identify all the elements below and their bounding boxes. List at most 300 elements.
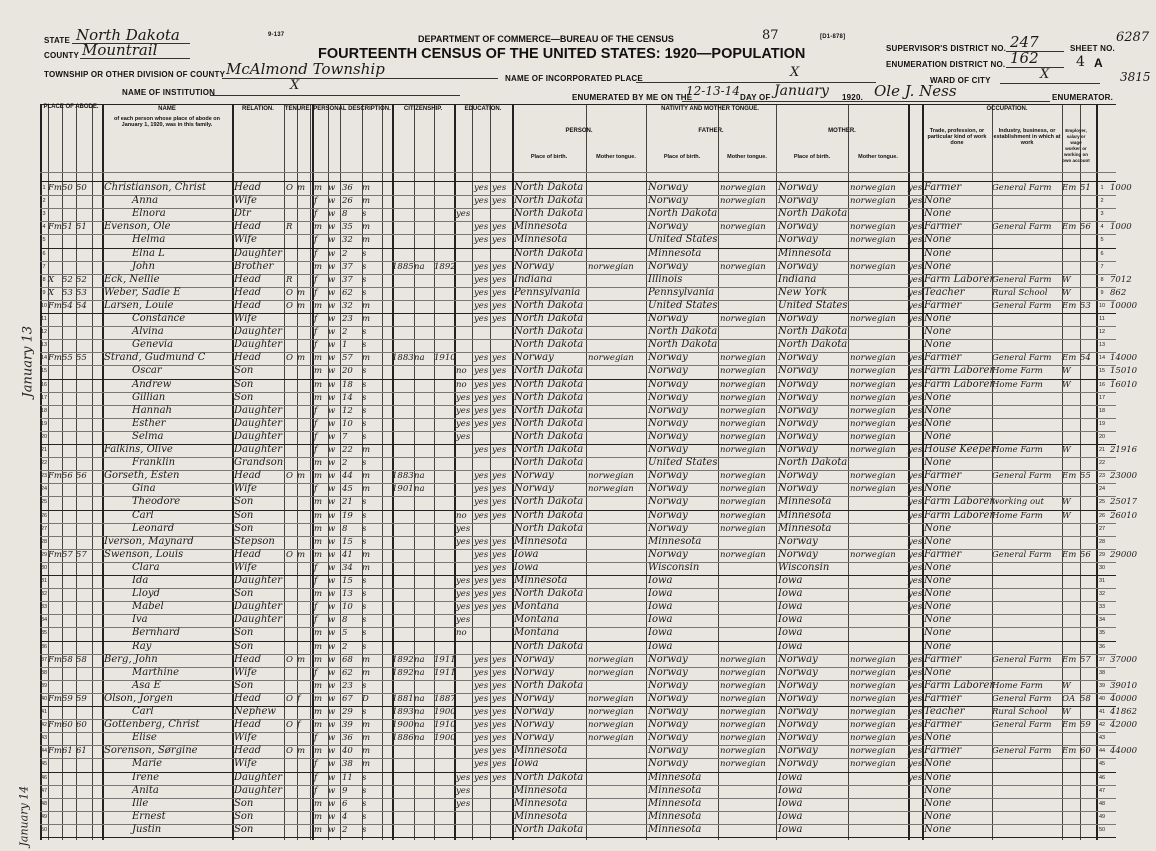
cell-sch: yes [456,576,471,586]
cell-rel: Wife [234,313,257,324]
cell-nat: na [414,484,425,495]
cell-race: w [328,641,336,652]
cell-rel: Wife [234,758,257,770]
cell-ind: General Farm [992,274,1052,285]
cell-own: O [286,183,293,193]
cell-code: 57 [1080,654,1091,665]
cell-yr: 1910 [434,720,456,731]
cell-read: yes [474,759,489,770]
row-number: 22 [40,460,48,467]
cell-pob: Minnesota [514,221,568,233]
cell-eng: yes [908,654,923,665]
right-margin-code: 44000 [1110,746,1138,757]
cell-read: yes [474,300,489,311]
cell-age: 13 [342,589,353,600]
cell-imm: 1886 [392,733,414,744]
cell-emp: Em [1062,746,1077,757]
row-number: 48 [40,800,48,807]
cell-pob: Montana [514,627,560,639]
row-number-right: 37 [1098,656,1106,663]
row-number: 46 [40,774,48,781]
cell-name: Iva [132,614,148,626]
cell-age: 32 [342,235,353,246]
cell-name: Carl [132,509,154,521]
cell-rel: Daughter [234,430,282,442]
cell-fpob: Iowa [648,575,673,586]
cell-read: yes [474,733,489,744]
cell-mmt: norwegian [850,667,896,678]
cell-sex: f [314,772,318,783]
cell-trade: None [924,404,952,416]
cell-fpob: Norway [648,666,688,678]
corner-number-2: 3815 [1120,70,1151,84]
cell-rel: Stepson [234,535,275,547]
cell-mt: norwegian [588,353,634,364]
cell-age: 36 [342,183,353,193]
cell-mpob: Norway [778,706,818,717]
cell-mpob: North Dakota [778,326,848,338]
cell-race: w [328,824,336,835]
cell-fmt: norwegian [720,366,766,377]
cell-pob: Minnesota [514,745,568,757]
cell-fmt: norwegian [720,222,766,233]
cell-read: yes [474,549,489,560]
cell-name: Falkins, Olive [104,444,173,455]
cell-read: yes [474,471,489,482]
cell-fpob: Norway [648,352,688,364]
cell-trade: None [924,797,952,809]
cell-mmt: norwegian [850,196,896,207]
cell-name: Eck, Nellie [104,273,160,285]
row-number-right: 17 [1098,394,1106,401]
cell-fmt: norwegian [720,471,766,482]
cell-mar: s [362,811,367,822]
cell-pob: Norway [514,692,554,704]
cell-race: w [328,602,336,613]
cell-eng: yes [908,300,923,311]
cell-fmt: norwegian [720,759,766,770]
cell-trade: None [924,522,952,534]
cell-fpob: Norway [648,692,688,704]
cell-name: Swenson, Louis [104,548,184,560]
cell-mpob: Norway [778,221,818,233]
cell-mmt: norwegian [850,222,896,233]
cell-age: 2 [342,458,348,469]
cell-ind: Rural School [992,707,1048,717]
cell-mpob: New York [778,286,827,298]
cell-fmt: norwegian [720,707,766,717]
cell-sch: yes [456,523,471,534]
cell-pob: Iowa [514,758,539,770]
cell-pob: Norway [514,666,554,678]
cell-emp: Em [1062,549,1077,560]
cell-write: yes [492,680,507,691]
cell-nat: na [414,667,425,678]
row-number-right: 16 [1098,381,1106,388]
cell-sex: m [314,366,323,377]
cell-fmt: norwegian [720,261,766,272]
cell-pob: Norway [514,483,554,495]
cell-race: w [328,300,336,311]
cell-race: w [328,523,336,534]
cell-hs: 60 [62,720,73,731]
header-personal: PERSONAL DESCRIPTION. [313,106,391,112]
cell-mar: s [362,798,367,809]
cell-sch: no [456,379,467,390]
cell-mpob: Minnesota [778,522,832,534]
cell-sex: m [314,300,323,311]
cell-sex: f [314,759,318,770]
cell-rel: Head [234,653,262,665]
cell-own: O [286,720,293,731]
cell-mar: s [362,274,367,285]
right-margin-code: 16010 [1110,379,1138,390]
cell-hs: 50 [62,183,73,193]
cell-mmt: norwegian [850,379,896,390]
row-number: 24 [40,486,48,493]
cell-mpob: Iowa [778,575,803,586]
cell-fam: 53 [76,287,87,298]
row-number-right: 43 [1098,735,1106,742]
cell-pob: North Dakota [514,391,584,403]
cell-age: 36 [342,733,353,744]
row-number-right: 46 [1098,774,1106,781]
cell-sex: f [314,340,318,351]
cell-mar: s [362,602,367,613]
cell-name: Anna [132,195,159,207]
incorporated-value: X [790,65,800,80]
cell-mort: f [297,720,301,731]
cell-mpob: Iowa [778,771,803,783]
cell-write: yes [492,654,507,665]
cell-fmt: norwegian [720,379,766,390]
cell-rel: Daughter [234,417,282,429]
cell-fpob: Norway [648,496,688,508]
row-number-right: 33 [1098,604,1106,611]
cell-ind: Home Farm [992,379,1043,390]
cell-rel: Head [234,299,262,311]
cell-pob: Minnesota [514,575,568,586]
cell-code: 60 [1080,746,1091,757]
row-number: 43 [40,735,48,742]
cell-mort: m [297,183,306,193]
cell-rel: Wife [234,561,257,573]
cell-emp: Em [1062,183,1077,193]
cell-name: Olson, Jorgen [104,692,173,704]
cell-read: yes [474,196,489,207]
cell-write: yes [492,353,507,364]
enumeration-label: ENUMERATION DISTRICT NO. [886,60,1006,69]
cell-name: Strand, Gudmund C [104,352,206,364]
cell-emp: W [1062,497,1071,508]
cell-pob: Minnesota [514,535,568,547]
cell-mt: norwegian [588,720,634,731]
cell-ind: General Farm [992,549,1052,560]
cell-race: w [328,680,336,691]
cell-write: yes [492,366,507,377]
cell-mmt: norwegian [850,392,896,403]
cell-name: Ida [132,575,149,586]
cell-fpob: Minnesota [648,535,702,547]
cell-write: yes [492,196,507,207]
cell-age: 1 [342,340,348,351]
cell-sex: f [314,327,318,338]
cell-age: 8 [342,615,348,626]
cell-sex: f [314,418,318,429]
cell-fmt: norwegian [720,746,766,757]
cell-trade: Farmer [924,745,962,757]
township-label: TOWNSHIP OR OTHER DIVISION OF COUNTY [44,70,226,79]
row-number: 45 [40,761,48,768]
cell-read: yes [474,680,489,691]
cell-write: yes [492,746,507,757]
cell-emp: OA [1062,693,1076,704]
cell-sex: f [314,445,318,455]
cell-race: w [328,562,336,573]
cell-emp: W [1062,445,1071,455]
cell-mar: s [362,680,367,691]
cell-rel: Daughter [234,771,282,783]
cell-rel: Son [234,627,254,639]
row-number: 27 [40,525,48,532]
cell-imm: 1881 [392,693,414,704]
cell-age: 68 [342,654,353,665]
cell-name: Irene [132,771,160,783]
cell-imm: 1883 [392,471,414,482]
row-number-right: 21 [1098,447,1106,453]
cell-mpob: Norway [778,352,818,364]
cell-fpob: Norway [648,391,688,403]
county-value: Mountrail [82,41,158,59]
cell-rel: Head [234,352,262,364]
cell-rel: Daughter [234,247,282,259]
cell-dw: Fm [48,746,62,757]
cell-name: Elise [132,732,157,744]
row-number: 47 [40,787,48,794]
row-number: 11 [41,316,47,322]
cell-read: yes [474,418,489,429]
cell-ind: General Farm [992,353,1052,364]
header-tenure: TENURE. [284,106,312,112]
right-margin-code: 26010 [1110,510,1138,521]
cell-emp: Em [1062,300,1077,311]
cell-fpob: Norway [648,417,688,429]
cell-sch: yes [456,798,471,809]
cell-eng: yes [908,589,923,600]
cell-mt: norwegian [588,484,634,495]
cell-age: 10 [342,602,353,613]
cell-code: 58 [1080,693,1091,704]
row-number: 6 [42,250,46,257]
cell-mar: m [362,549,371,560]
cell-mmt: norwegian [850,549,896,560]
header-citizenship: CITIZENSHIP. [403,106,443,112]
cell-race: w [328,628,336,639]
cell-fmt: norwegian [720,733,766,744]
cell-ind: Rural School [992,287,1048,298]
right-margin-code: 14000 [1110,353,1138,364]
cell-fpob: Minnesota [648,810,702,822]
row-number: 35 [40,630,48,637]
incorporated-label: NAME OF INCORPORATED PLACE [505,74,643,83]
cell-age: 20 [342,366,353,377]
right-margin-code: 40000 [1110,693,1138,704]
header-mt-mother: Mother tongue. [858,154,898,160]
sheet-letter: A [1094,56,1103,70]
right-margin-code: 23000 [1110,471,1138,482]
cell-ind: General Farm [992,222,1052,233]
cell-race: w [328,772,336,783]
cell-fmt: norwegian [720,431,766,442]
cell-name: Weber, Sadie E [104,286,181,298]
department-title: DEPARTMENT OF COMMERCE—BUREAU OF THE CENSUS [418,34,674,44]
cell-eng: yes [908,576,923,586]
cell-sex: f [314,235,318,246]
cell-mar: m [362,222,371,233]
row-number-right: 22 [1098,460,1106,467]
cell-race: w [328,405,336,416]
cell-dw: Fm [48,471,62,482]
cell-eng: yes [908,667,923,678]
cell-mmt: norwegian [850,314,896,324]
cell-race: w [328,759,336,770]
cell-sch: yes [456,431,471,442]
row-number-right: 48 [1098,800,1106,807]
cell-name: Anita [132,784,159,796]
cell-eng: yes [908,287,923,298]
cell-pob: Minnesota [514,797,568,809]
cell-mar: s [362,707,367,717]
row-number-right: 27 [1098,525,1106,532]
cell-mpob: Norway [778,430,818,442]
cell-name: Carl [132,706,154,717]
cell-race: w [328,445,336,455]
row-number-right: 14 [1098,355,1106,362]
cell-rel: Wife [234,666,257,678]
cell-trade: Teacher [924,706,965,717]
cell-ind: Home Farm [992,366,1043,377]
cell-race: w [328,274,336,285]
cell-sex: m [314,693,323,704]
cell-fpob: Norway [648,758,688,770]
cell-read: yes [474,536,489,547]
cell-own: O [286,287,293,298]
cell-own: R [286,274,293,285]
cell-sch: yes [456,392,471,403]
row-number-right: 44 [1098,748,1106,755]
grid-vline [310,104,311,840]
cell-age: 57 [342,353,353,364]
cell-mmt: norwegian [850,693,896,704]
cell-mort: f [297,693,301,704]
township-value: McAlmond Township [226,60,385,78]
cell-mpob: Indiana [778,273,817,285]
cell-fmt: norwegian [720,523,766,534]
cell-sex: f [314,667,318,678]
row-number-right: 1 [1100,185,1104,191]
cell-race: w [328,340,336,351]
cell-dw: Fm [48,654,62,665]
row-number: 2 [42,198,46,205]
cell-mmt: norwegian [850,759,896,770]
cell-sch: yes [456,589,471,600]
row-number: 5 [42,237,46,244]
cell-fpob: Norway [648,182,688,193]
cell-read: yes [474,510,489,521]
cell-rel: Son [234,588,254,600]
row-number-right: 24 [1098,486,1106,493]
cell-code: 56 [1080,549,1091,560]
cell-mmt: norwegian [850,654,896,665]
header-place-of-abode: PLACE OF ABODE. [43,104,99,110]
cell-hs: 58 [62,654,73,665]
cell-ind: General Farm [992,300,1052,311]
cell-own: O [286,693,293,704]
cell-sex: m [314,589,323,600]
cell-mt: norwegian [588,261,634,272]
cell-sex: m [314,824,323,835]
cell-nat: na [414,471,425,482]
row-number: 42 [40,722,48,729]
cell-fmt: norwegian [720,497,766,508]
cell-name: Lloyd [132,588,160,600]
row-number-right: 41 [1098,709,1106,715]
cell-name: Sorenson, Sørgine [104,745,198,757]
cell-rel: Son [234,679,254,691]
cell-emp: W [1062,274,1071,285]
cell-sex: m [314,183,323,193]
cell-mar: m [362,484,371,495]
row-number: 50 [40,826,48,833]
cell-age: 32 [342,300,353,311]
cell-rel: Daughter [234,444,282,455]
cell-imm: 1901 [392,484,414,495]
cell-rel: Dtr [234,208,251,220]
cell-hs: 59 [62,693,73,704]
cell-eng: yes [908,484,923,495]
cell-sex: f [314,274,318,285]
cell-race: w [328,536,336,547]
right-margin-code: 37000 [1110,654,1138,665]
cell-mpob: Norway [778,535,818,547]
cell-name: Christianson, Christ [104,182,206,193]
cell-sex: m [314,510,323,521]
cell-fam: 56 [76,471,87,482]
cell-mar: s [362,772,367,783]
cell-write: yes [492,235,507,246]
cell-mpob: Iowa [778,601,803,613]
cell-pob: North Dakota [514,326,584,338]
cell-emp: Em [1062,471,1077,482]
cell-code: 51 [1080,183,1091,193]
cell-mar: s [362,628,367,639]
cell-pob: Norway [514,706,554,717]
cell-name: Iverson, Maynard [104,535,194,547]
cell-race: w [328,353,336,364]
cell-name: Constance [132,313,186,324]
cell-trade: Farmer [924,653,962,665]
cell-trade: None [924,430,952,442]
cell-rel: Daughter [234,326,282,338]
cell-mpob: Norway [778,732,818,744]
cell-sch: no [456,628,467,639]
cell-fpob: Norway [648,483,688,495]
header-nativity: NATIVITY AND MOTHER TONGUE. [661,106,759,112]
cell-dw: Fm [48,720,62,731]
row-number-right: 3 [1100,211,1104,218]
cell-mpob: Iowa [778,627,803,639]
cell-pob: North Dakota [514,339,584,351]
